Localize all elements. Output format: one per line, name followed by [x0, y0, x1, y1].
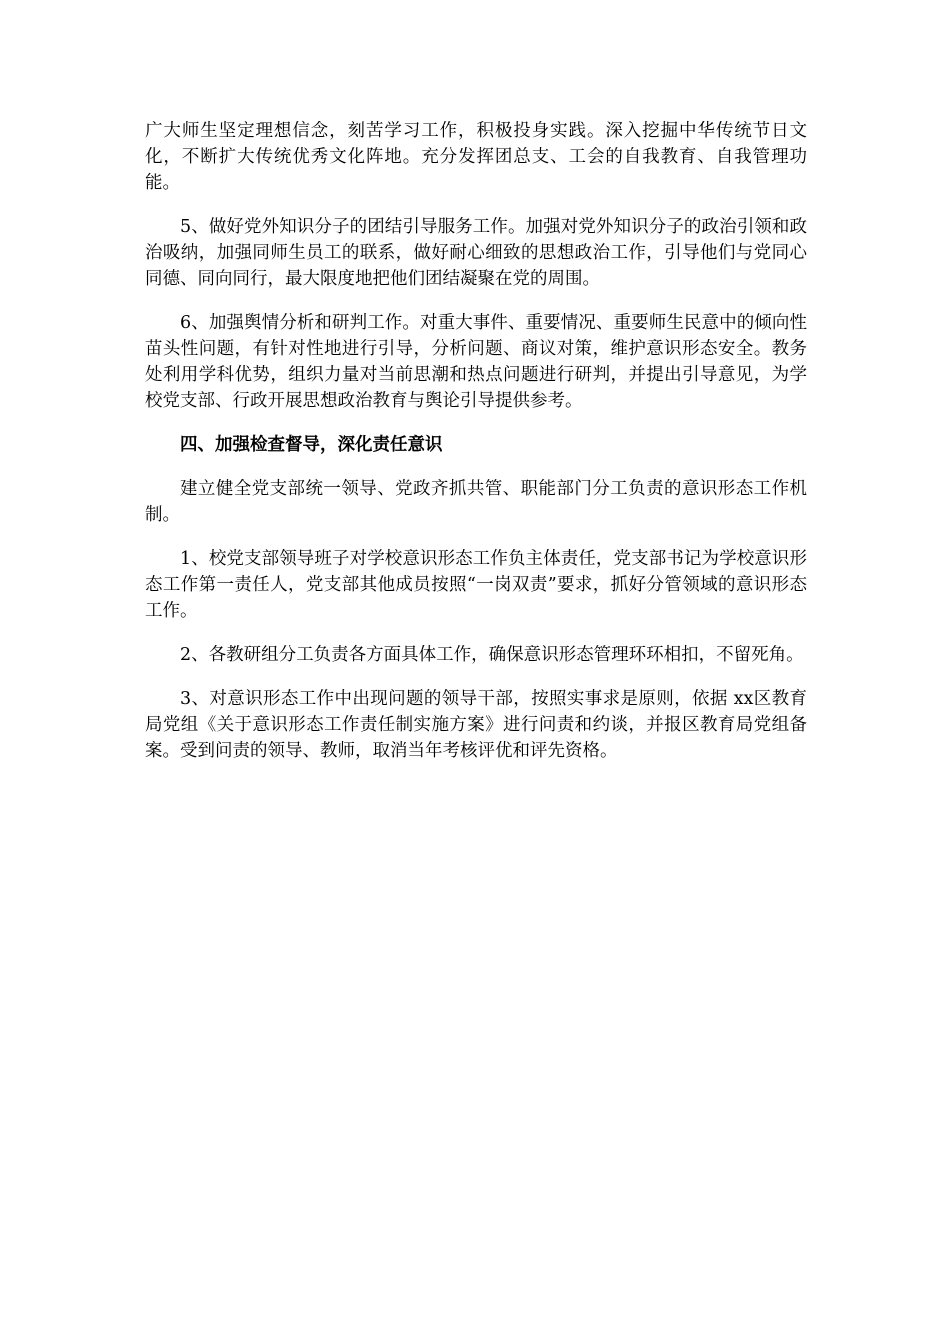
paragraph-item-2: 2、各教研组分工负责各方面具体工作，确保意识形态管理环环相扣，不留死角。: [180, 645, 804, 665]
paragraph-item-1: 1、校党支部领导班子对学校意识形态工作负主体责任，党支部书记为学校意识形态工作第一责任人，党支部其他成员按照“一岗双责”要求，抓好分管领域的意识形态工作。: [145, 549, 807, 621]
paragraph-item-6: 6、加强舆情分析和研判工作。对重大事件、重要情况、重要师生民意中的倾向性苗头性问题，有针对性地进行引导，分析问题、商议对策，维护意识形态安全。教务处利用学科优势，组织力量对当前思潮和热点问题进行研判，并提出引导意见，为学校党支部、行政开展思想政治教育与舆论引导提供参考。: [145, 313, 807, 411]
section-heading: 四、加强检查督导，深化责任意识: [180, 435, 443, 455]
paragraph-continuation: 广大师生坚定理想信念，刻苦学习工作，积极投身实践。深入挖掘中华传统节日文化，不断扩大传统优秀文化阵地。充分发挥团总支、工会的自我教育、自我管理功能。: [145, 121, 807, 193]
document-body: [145, 118, 807, 782]
paragraph-item-5: 5、做好党外知识分子的团结引导服务工作。加强对党外知识分子的政治引领和政治吸纳，加强同师生员工的联系，做好耐心细致的思想政治工作，引导他们与党同心同德、同向同行，最大限度地把他们团结凝聚在党的周围。: [145, 217, 807, 289]
paragraph-item-3: 3、对意识形态工作中出现问题的领导干部，按照实事求是原则，依据 xx区教育局党组《关于意识形态工作责任制实施方案》进行问责和约谈，并报区教育局党组备案。受到问责的领导、教师，取消当年考核评优和评先资格。: [145, 689, 807, 761]
paragraph-intro: 建立健全党支部统一领导、党政齐抓共管、职能部门分工负责的意识形态工作机制。: [145, 479, 807, 525]
